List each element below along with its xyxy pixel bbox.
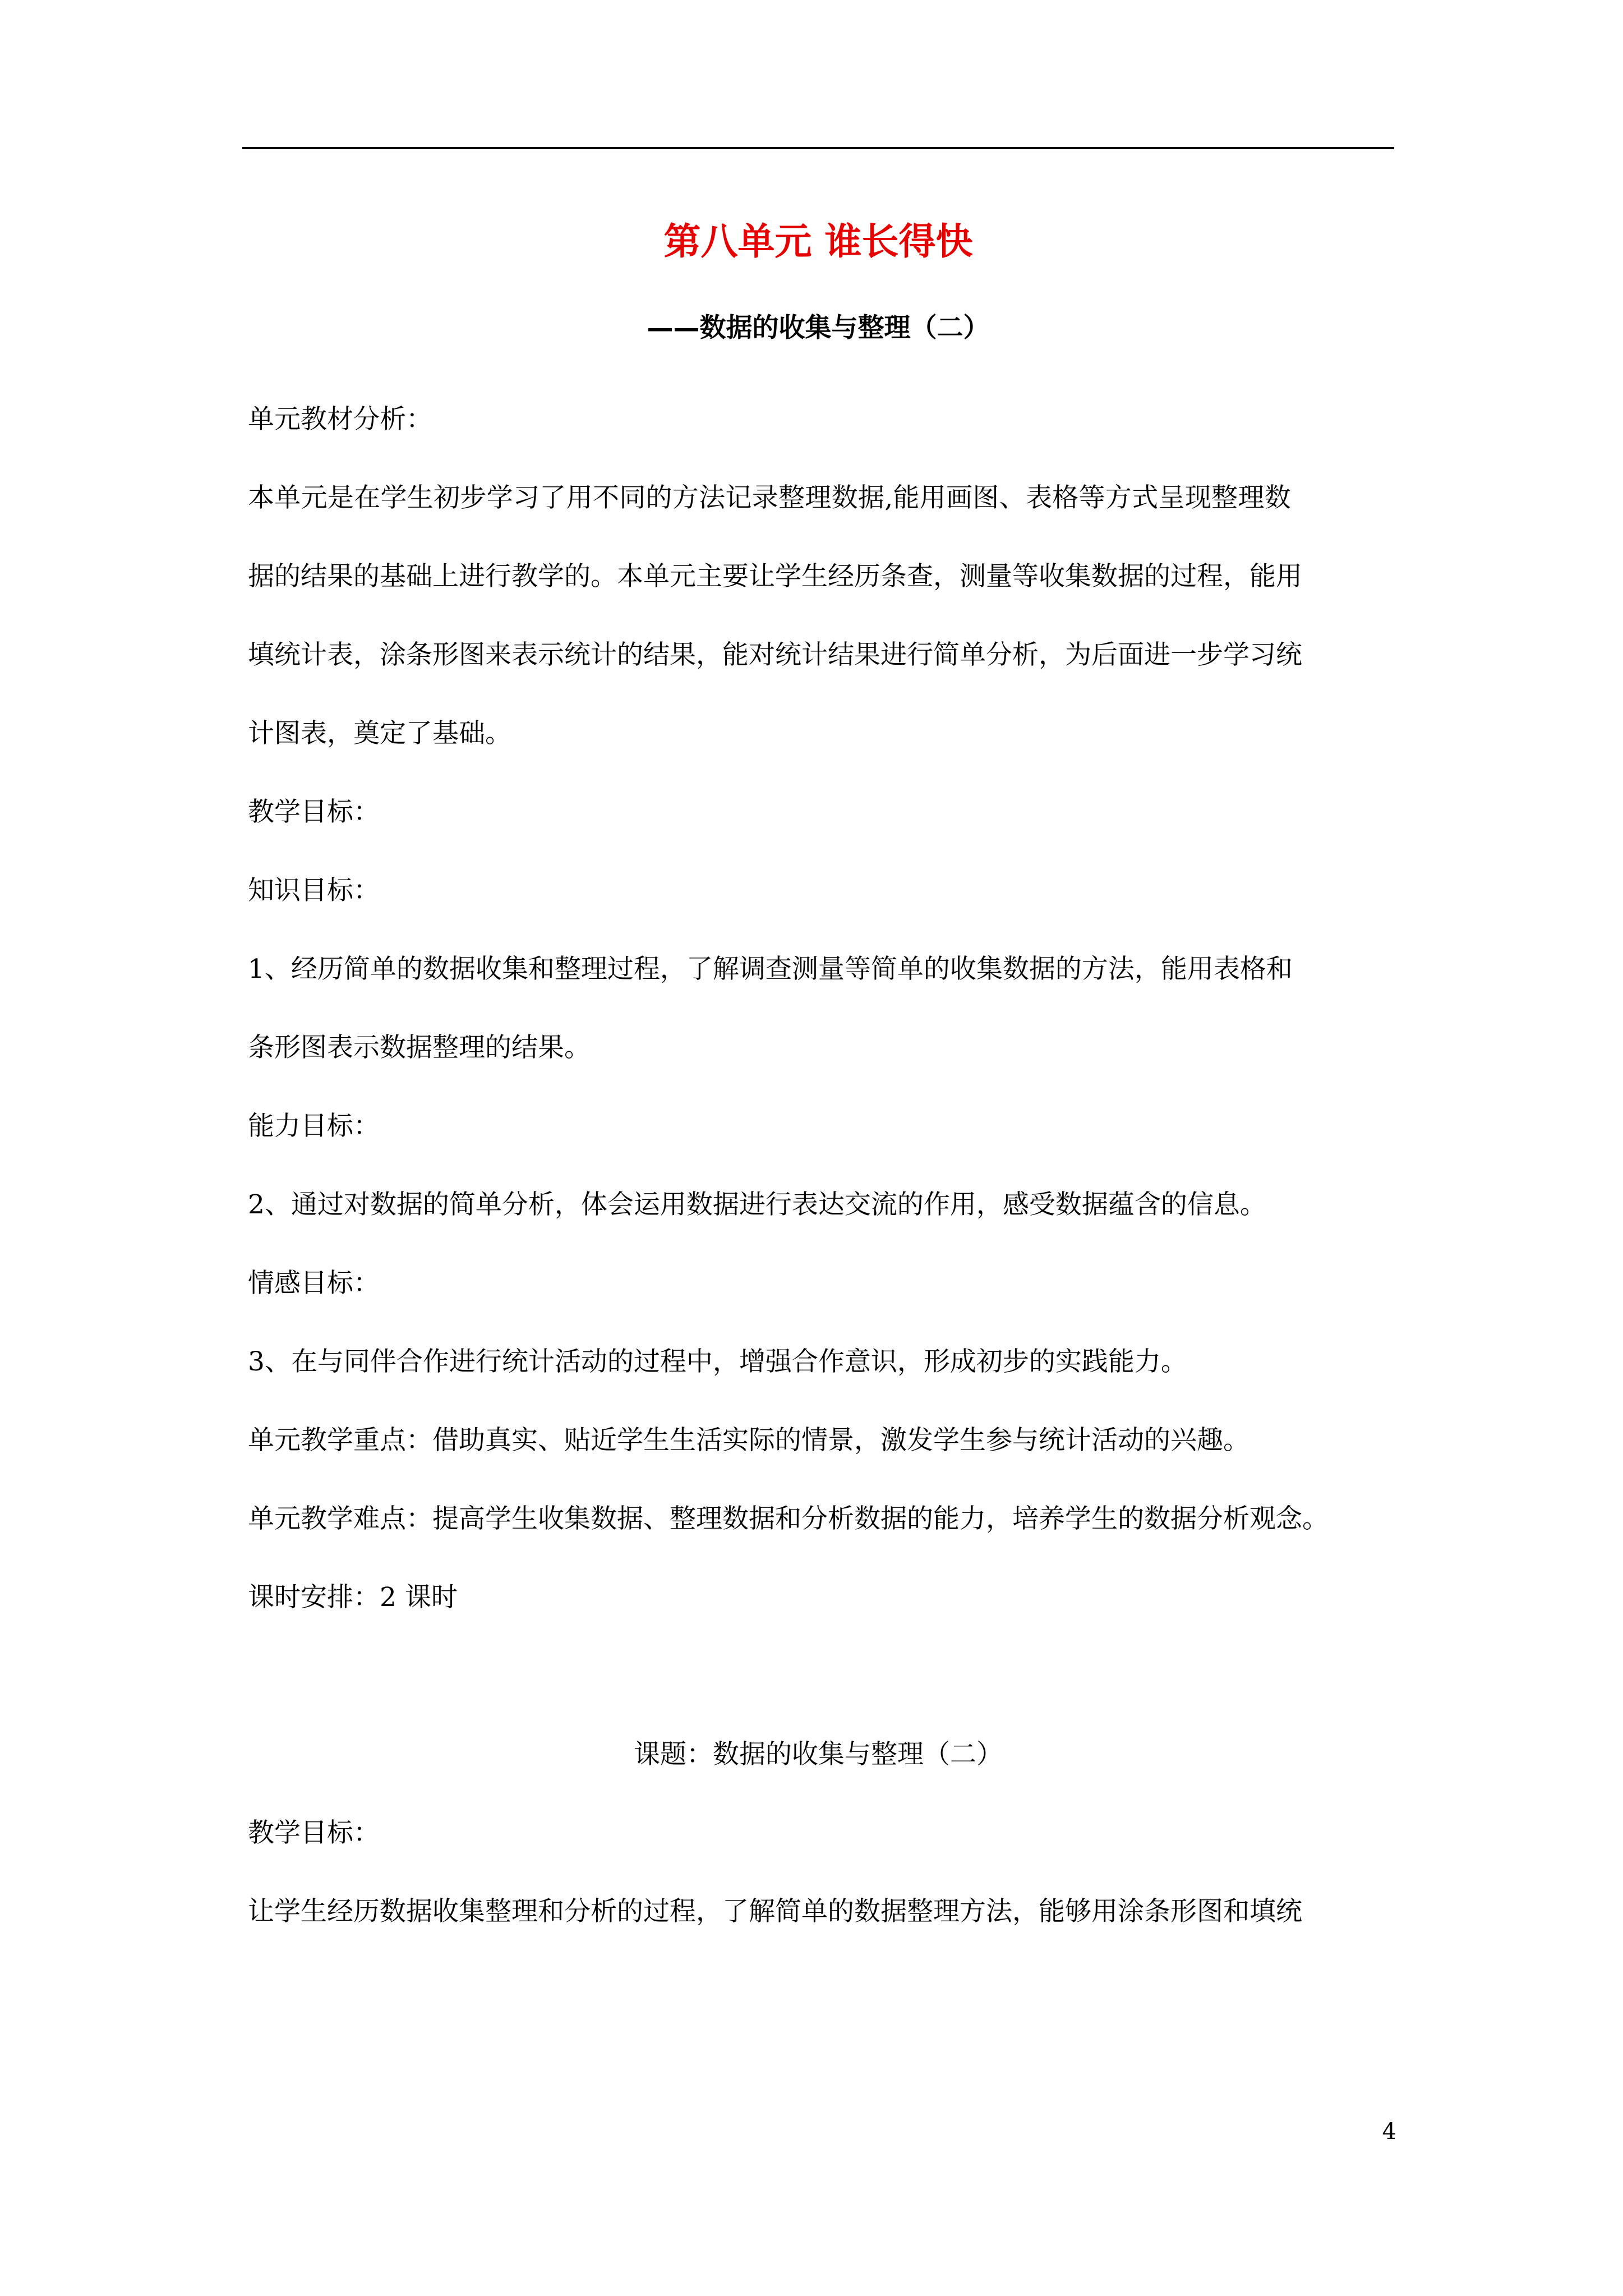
- document-subtitle: ——数据的收集与整理（二）: [647, 312, 990, 343]
- paragraph-teaching-goals-heading: 教学目标：: [248, 797, 380, 827]
- paragraph-difficulties: 单元教学难点：提高学生收集数据、整理数据和分析数据的能力，培养学生的数据分析观念。: [248, 1503, 1329, 1534]
- paragraph-line: 据的结果的基础上进行教学的。本单元主要让学生经历条查，测量等收集数据的过程，能用: [248, 561, 1302, 592]
- lesson-title: 课题：数据的收集与整理（二）: [634, 1739, 1003, 1770]
- paragraph-ability-goals-heading: 能力目标：: [248, 1111, 380, 1142]
- document-title: 第八单元 谁长得快: [663, 219, 973, 263]
- paragraph-line: 让学生经历数据收集整理和分析的过程，了解简单的数据整理方法，能够用涂条形图和填统: [248, 1896, 1302, 1927]
- paragraph-line: 填统计表，涂条形图来表示统计的结果，能对统计结果进行简单分析，为后面进一步学习统: [248, 639, 1302, 670]
- paragraph-schedule: 课时安排：2 课时: [248, 1582, 458, 1613]
- paragraph-line: 1、经历简单的数据收集和整理过程，了解调查测量等简单的收集数据的方法，能用表格和: [248, 954, 1293, 984]
- paragraph-line: 条形图表示数据整理的结果。: [248, 1032, 591, 1063]
- paragraph-line: 2、通过对数据的简单分析，体会运用数据进行表达交流的作用，感受数据蕴含的信息。: [248, 1189, 1266, 1220]
- paragraph-line: 本单元是在学生初步学习了用不同的方法记录整理数据,能用画图、表格等方式呈现整理数: [248, 482, 1291, 513]
- header-rule: [242, 147, 1394, 149]
- paragraph-line: 计图表，奠定了基础。: [248, 718, 511, 749]
- lesson-teaching-goals-heading: 教学目标：: [248, 1818, 380, 1848]
- paragraph-knowledge-goals-heading: 知识目标：: [248, 875, 380, 906]
- paragraph-emotion-goals-heading: 情感目标：: [248, 1268, 380, 1299]
- paragraph-key-points: 单元教学重点：借助真实、贴近学生生活实际的情景，激发学生参与统计活动的兴趣。: [248, 1425, 1249, 1456]
- page-number: 4: [1382, 2119, 1396, 2145]
- paragraph-unit-analysis-heading: 单元教材分析：: [248, 404, 432, 435]
- paragraph-line: 3、在与同伴合作进行统计活动的过程中，增强合作意识，形成初步的实践能力。: [248, 1346, 1187, 1377]
